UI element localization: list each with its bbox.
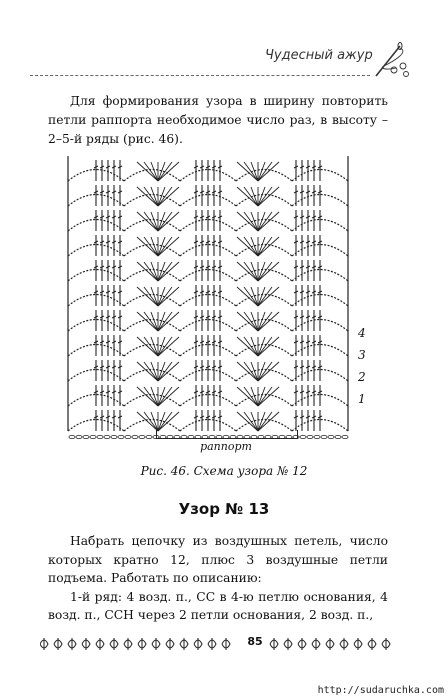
body-paragraph: Набрать цепочку из воздушных петель, число которых кратно 12, плюс 3 воздушные петли подъема. Работать по описанию: <box>48 534 388 585</box>
ornament-border-icon <box>40 634 400 654</box>
pattern-description <box>48 532 388 625</box>
intro-paragraph: Для формирования узора в ширину повторить петли раппорта необходимое число раз, в высоту – 2–5-й ряды (рис. 46). <box>48 94 388 146</box>
header-rule <box>30 75 370 76</box>
page-header <box>0 40 448 80</box>
repeat-label: раппорт <box>200 440 252 453</box>
running-title: Чудесный ажур <box>265 48 373 63</box>
repeat-bracket <box>156 430 298 439</box>
crochet-diagram <box>58 148 358 448</box>
section-heading: Узор № 13 <box>178 500 270 518</box>
body-paragraph: 1-й ряд: 4 возд. п., СС в 4-ю петлю основания, 4 возд. п., ССН через 2 петли основания, 2 возд. п., <box>48 589 388 622</box>
row-label-4: 4 <box>358 326 366 340</box>
needle-thread-icon <box>370 40 412 82</box>
page-number: 85 <box>247 635 263 648</box>
row-label-2: 2 <box>358 370 366 384</box>
row-label-3: 3 <box>358 348 366 362</box>
watermark-url: http://sudaruchka.com <box>317 685 444 696</box>
page-footer <box>40 634 400 654</box>
row-label-1: 1 <box>358 392 366 406</box>
figure-caption: Рис. 46. Схема узора № 12 <box>140 464 308 478</box>
